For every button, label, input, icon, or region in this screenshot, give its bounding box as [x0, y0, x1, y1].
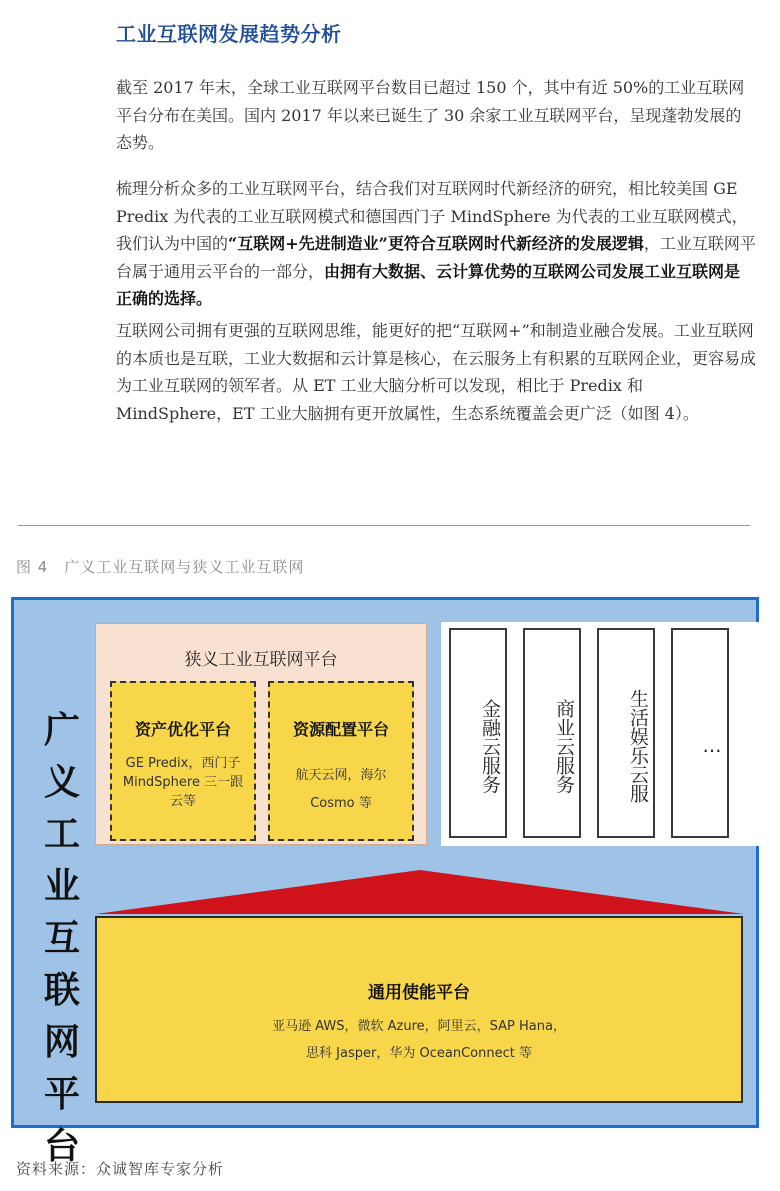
general-enabling-platform-text [97, 1013, 741, 1067]
paragraph-2-part-c: ，工业互联网平台属于通用云平台的一部分， [116, 234, 756, 281]
finance-cloud-label: 金融云服务 [479, 698, 501, 794]
paragraph-2 [116, 175, 756, 313]
paragraph-1: 截至 2017 年末，全球工业互联网平台数目已超过 150 个，其中有近 50%的工业互联网平台分布在美国。国内 2017 年以来已诞生了 30 余家工业互联网平台，呈现蓬勃发展的态势。 [116, 78, 745, 152]
divider-line [18, 525, 750, 526]
general-enabling-platform-title: 通用使能平台 [368, 983, 470, 1003]
asset-optimization-title: 资产优化平台 [134, 720, 231, 739]
resource-allocation-title: 资源配置平台 [292, 720, 389, 739]
broad-platform-label: 广义工业互联网平台 [43, 710, 80, 1167]
resource-allocation-text: 航天云网，海尔 Cosmo 等 [295, 768, 387, 811]
paragraph-2-bold-d: 由拥有大数据、云计算优势的互联网公司发展工业互联网是正确的选择。 [116, 261, 741, 308]
general-enabling-platform-box [95, 916, 743, 1103]
red-triangle-shape [96, 868, 744, 916]
business-cloud-box [523, 628, 581, 838]
resource-allocation-box [268, 681, 414, 841]
finance-cloud-box [449, 628, 507, 838]
general-enabling-line-1: 亚马逊 AWS，微软 Azure，阿里云，SAP Hana， [272, 1019, 566, 1034]
more-cloud-box [671, 628, 729, 838]
more-cloud-label: … [701, 735, 723, 757]
asset-optimization-box [110, 681, 256, 841]
section-title: 工业互联网发展趋势分析 [116, 22, 342, 46]
paragraph-3: 互联网公司拥有更强的互联网思维，能更好的把“互联网+”和制造业融合发展。工业互联网的本质也是互联，工业大数据和云计算是核心，在云服务上有积累的互联网企业，更容易成为工业互联网的领军者。从 ET 工业大脑分析可以发现，相比于 Predix 和 MindSphere，ET 工业大脑拥有更开放属性，生态系统覆盖会更广泛（如图 4）。 [116, 321, 757, 423]
general-enabling-line-2: 思科 Jasper，华为 OceanConnect 等 [306, 1046, 532, 1061]
figure-caption: 图 4 广义工业互联网与狭义工业互联网 [16, 558, 305, 576]
paragraph-2-part-a: 梳理分析众多的工业互联网平台，结合我们对互联网时代新经济的研究，相比较美国 GE Predix 为代表的工业互联网模式和德国西门子 MindSphere 为代表的工业互联网模式，我们认为中国的 [116, 179, 748, 253]
paragraph-2-bold-a: “互联网+先进制造业”更符合互联网时代新经济的发展逻辑 [228, 234, 644, 253]
narrow-platform-title: 狭义工业互联网平台 [184, 650, 338, 670]
source-note: 资料来源：众诚智库专家分析 [16, 1160, 225, 1178]
asset-optimization-text: GE Predix，西门子 MindSphere 三一跟云等 [122, 756, 244, 809]
lifestyle-cloud-box [597, 628, 655, 838]
business-cloud-label: 商业云服务 [553, 698, 575, 794]
lifestyle-cloud-label: 生活娱乐云服 [627, 689, 649, 803]
